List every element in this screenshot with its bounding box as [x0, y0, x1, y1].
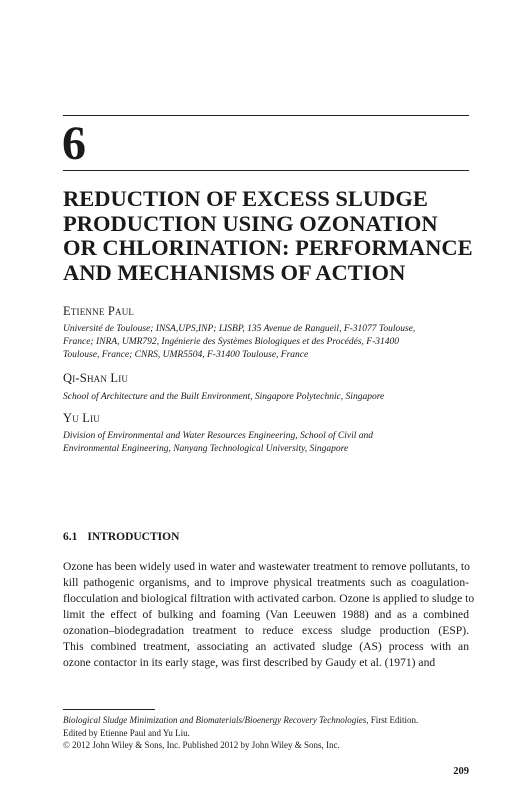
affiliation-line: Division of Environmental and Water Resources Engineering, School of Civil and — [63, 431, 374, 441]
footnote-copyright: © 2012 John Wiley & Sons, Inc. Published 2012 by John Wiley & Sons, Inc. — [63, 740, 340, 750]
body-paragraph — [63, 559, 475, 671]
affiliation-line: Toulouse, France; CNRS, UMR5504, F-31400 Toulouse, France — [63, 350, 309, 360]
chapter-title — [63, 187, 473, 285]
author-affiliation — [63, 391, 475, 404]
footnote-line — [63, 714, 475, 727]
body-line: flocculation and biological filtration with activated carbon. Ozone is applied to sludge to — [63, 592, 475, 605]
body-line: ozonation–biodegradation treatment to reduce excess sludge production (ESP). — [63, 624, 469, 637]
body-line: Ozone has been widely used in water and wastewater treatment to remove pollutants, to — [63, 560, 470, 573]
affiliation-line: Université de Toulouse; INSA,UPS,INP; LISBP, 135 Avenue de Rangueil, F-31077 Toulouse, — [63, 324, 416, 334]
body-line: limit the effect of bulking and foaming (Van Leeuwen 1988) and as a combined — [63, 608, 469, 621]
body-line: kill pathogenic organisms, and to improve physical treatments such as coagulation- — [63, 576, 469, 589]
footnote — [63, 714, 475, 752]
chapter-title-line: OR CHLORINATION: PERFORMANCE — [63, 235, 473, 260]
author-name: Qi-Shan Liu — [63, 371, 129, 385]
affiliation-line: School of Architecture and the Built Environment, Singapore Polytechnic, Singapore — [63, 392, 385, 402]
body-line: This combined treatment, associating an activated sludge (AS) process with an — [63, 640, 469, 653]
book-title: Biological Sludge Minimization and Biomaterials/Bioenergy Recovery Technologies — [63, 715, 367, 725]
section-heading — [63, 531, 179, 543]
affiliation-line: Environmental Engineering, Nanyang Technological University, Singapore — [63, 444, 349, 454]
chapter-title-line: AND MECHANISMS OF ACTION — [63, 259, 406, 285]
chapter-number: 6 — [62, 117, 86, 170]
page-number: 209 — [453, 766, 469, 777]
footnote-editors: Edited by Etienne Paul and Yu Liu. — [63, 727, 190, 738]
affiliation-line: France; INRA, UMR792, Ingénierie des Systèmes Biologiques et des Procédés, F-31400 — [63, 337, 400, 347]
chapter-rule — [63, 170, 469, 171]
section-number: 6.1 — [63, 531, 78, 543]
chapter-title-line: REDUCTION OF EXCESS SLUDGE — [63, 186, 428, 211]
author-name: Etienne Paul — [63, 304, 135, 318]
body-line: ozone contactor in its early stage, was first described by Gaudy et al. (1971) and — [63, 656, 436, 669]
author-affiliation — [63, 430, 475, 456]
chapter-title-line: PRODUCTION USING OZONATION — [63, 210, 438, 236]
author-affiliation — [63, 323, 475, 362]
book-edition: , First Edition. — [366, 715, 419, 725]
section-title: INTRODUCTION — [87, 531, 180, 543]
top-rule — [63, 115, 469, 116]
footnote-rule — [63, 709, 155, 710]
author-name: Yu Liu — [63, 411, 100, 425]
